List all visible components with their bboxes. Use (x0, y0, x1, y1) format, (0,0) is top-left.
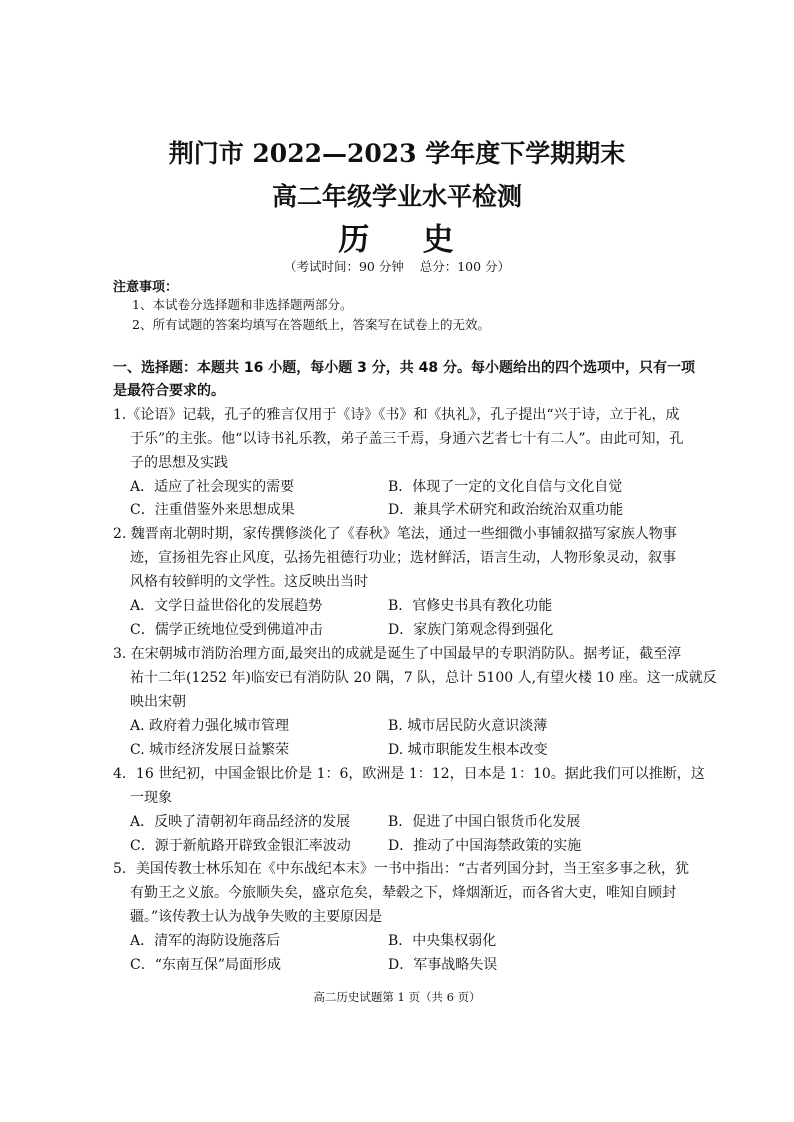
question-1-option-d: D．兼具学术研究和政治统治双重功能 (388, 502, 624, 518)
subject-title: 历 史 (338, 222, 456, 258)
question-3-option-c: C. 城市经济发展日益繁荣 (130, 742, 290, 758)
question-4-line-1: 4．16 世纪初，中国金银比价是 1：6，欧洲是 1：12，日本是 1：10。据此我们可以推断，这 (113, 766, 705, 782)
section-heading-line2: 是最符合要求的。 (113, 383, 225, 399)
question-1-option-a: A．适应了社会现实的需要 (130, 479, 295, 495)
question-5-line-1: 5．美国传教士林乐知在《中东战纪本末》一书中指出：“古者列国分封，当王室多事之秋，犹 (113, 861, 690, 877)
question-3-line-1: 3. 在宋朝城市消防治理方面,最突出的成就是诞生了中国最早的专职消防队。据考证，截至淳 (113, 646, 682, 662)
notice-title: 注意事项： (113, 280, 179, 295)
question-2-option-c: C．儒学正统地位受到佛道冲击 (130, 622, 323, 638)
question-3-line-2: 祐十二年(1252 年)临安已有消防队 20 隅，7 队，总计 5100 人,有望火楼 10 座。这一成就反 (130, 670, 717, 686)
question-2-line-3: 风格有较鲜明的文学性。这反映出当时 (130, 574, 368, 590)
question-1-option-b: B．体现了一定的文化自信与文化自觉 (388, 479, 623, 495)
question-4-option-b: B．促进了中国白银货币化发展 (388, 814, 581, 830)
question-4-option-c: C．源于新航路开辟致金银汇率波动 (130, 838, 351, 854)
question-2-line-1: 2. 魏晋南北朝时期，家传撰修淡化了《春秋》笔法，通过一些细微小事铺叙描写家族人物事 (113, 526, 677, 542)
exam-title-line2: 高二年级学业水平检测 (271, 182, 522, 211)
notice-item-2: 2、所有试题的答案均填写在答题纸上，答案写在试卷上的无效。 (132, 317, 490, 332)
question-2-line-2: 迹，宣扬祖先容止风度，弘扬先祖德行功业；选材鲜活，语言生动，人物形象灵动，叙事 (130, 550, 676, 566)
question-1-line-2: 于乐”的主张。他“以诗书礼乐教，弟子盖三千焉，身通六艺者七十有二人”。由此可知，孔 (130, 431, 684, 447)
question-3-line-3: 映出宋朝 (130, 694, 186, 710)
question-5-option-c: C．“东南互保”局面形成 (130, 957, 282, 973)
question-3-option-d: D. 城市职能发生根本改变 (388, 742, 548, 758)
question-5-line-3: 疆。”该传教士认为战争失败的主要原因是 (130, 909, 383, 925)
question-3-option-b: B. 城市居民防火意识淡薄 (388, 718, 548, 734)
section-heading-line1: 一、选择题：本题共 16 小题，每小题 3 分，共 48 分。每小题给出的四个选项中，只有一项 (113, 360, 695, 376)
question-1-line-3: 子的思想及实践 (130, 455, 228, 471)
question-2-option-d: D．家族门第观念得到强化 (388, 622, 554, 638)
exam-info: （考试时间：90 分钟 总分：100 分） (283, 259, 511, 274)
question-4-line-2: 一现象 (130, 790, 172, 806)
question-4-option-d: D．推动了中国海禁政策的实施 (388, 838, 582, 854)
question-4-option-a: A．反映了清朝初年商品经济的发展 (130, 814, 351, 830)
exam-title-line1: 荆门市 2022—2023 学年度下学期期末 (168, 139, 626, 168)
question-1-line-1: 1.《论语》记载，孔子的雅言仅用于《诗》《书》和《执礼》，孔子提出“兴于诗，立于礼，成 (113, 407, 680, 423)
notice-item-1: 1、本试卷分选择题和非选择题两部分。 (132, 297, 353, 312)
question-2-option-b: B．官修史书具有教化功能 (388, 598, 553, 614)
question-3-option-a: A. 政府着力强化城市管理 (130, 718, 290, 734)
page-footer: 高二历史试题第 1 页（共 6 页） (313, 990, 481, 1004)
question-5-option-d: D．军事战略失误 (388, 957, 498, 973)
question-2-option-a: A．文学日益世俗化的发展趋势 (130, 598, 323, 614)
question-1-option-c: C．注重借鉴外来思想成果 (130, 502, 295, 518)
question-5-line-2: 有勤王之义旅。今旅顺失矣，盛京危矣，辇毂之下，烽烟渐近，而各省大吏，唯知自顾封 (130, 885, 676, 901)
question-5-option-b: B．中央集权弱化 (388, 933, 497, 949)
question-5-option-a: A．清军的海防设施落后 (130, 933, 281, 949)
